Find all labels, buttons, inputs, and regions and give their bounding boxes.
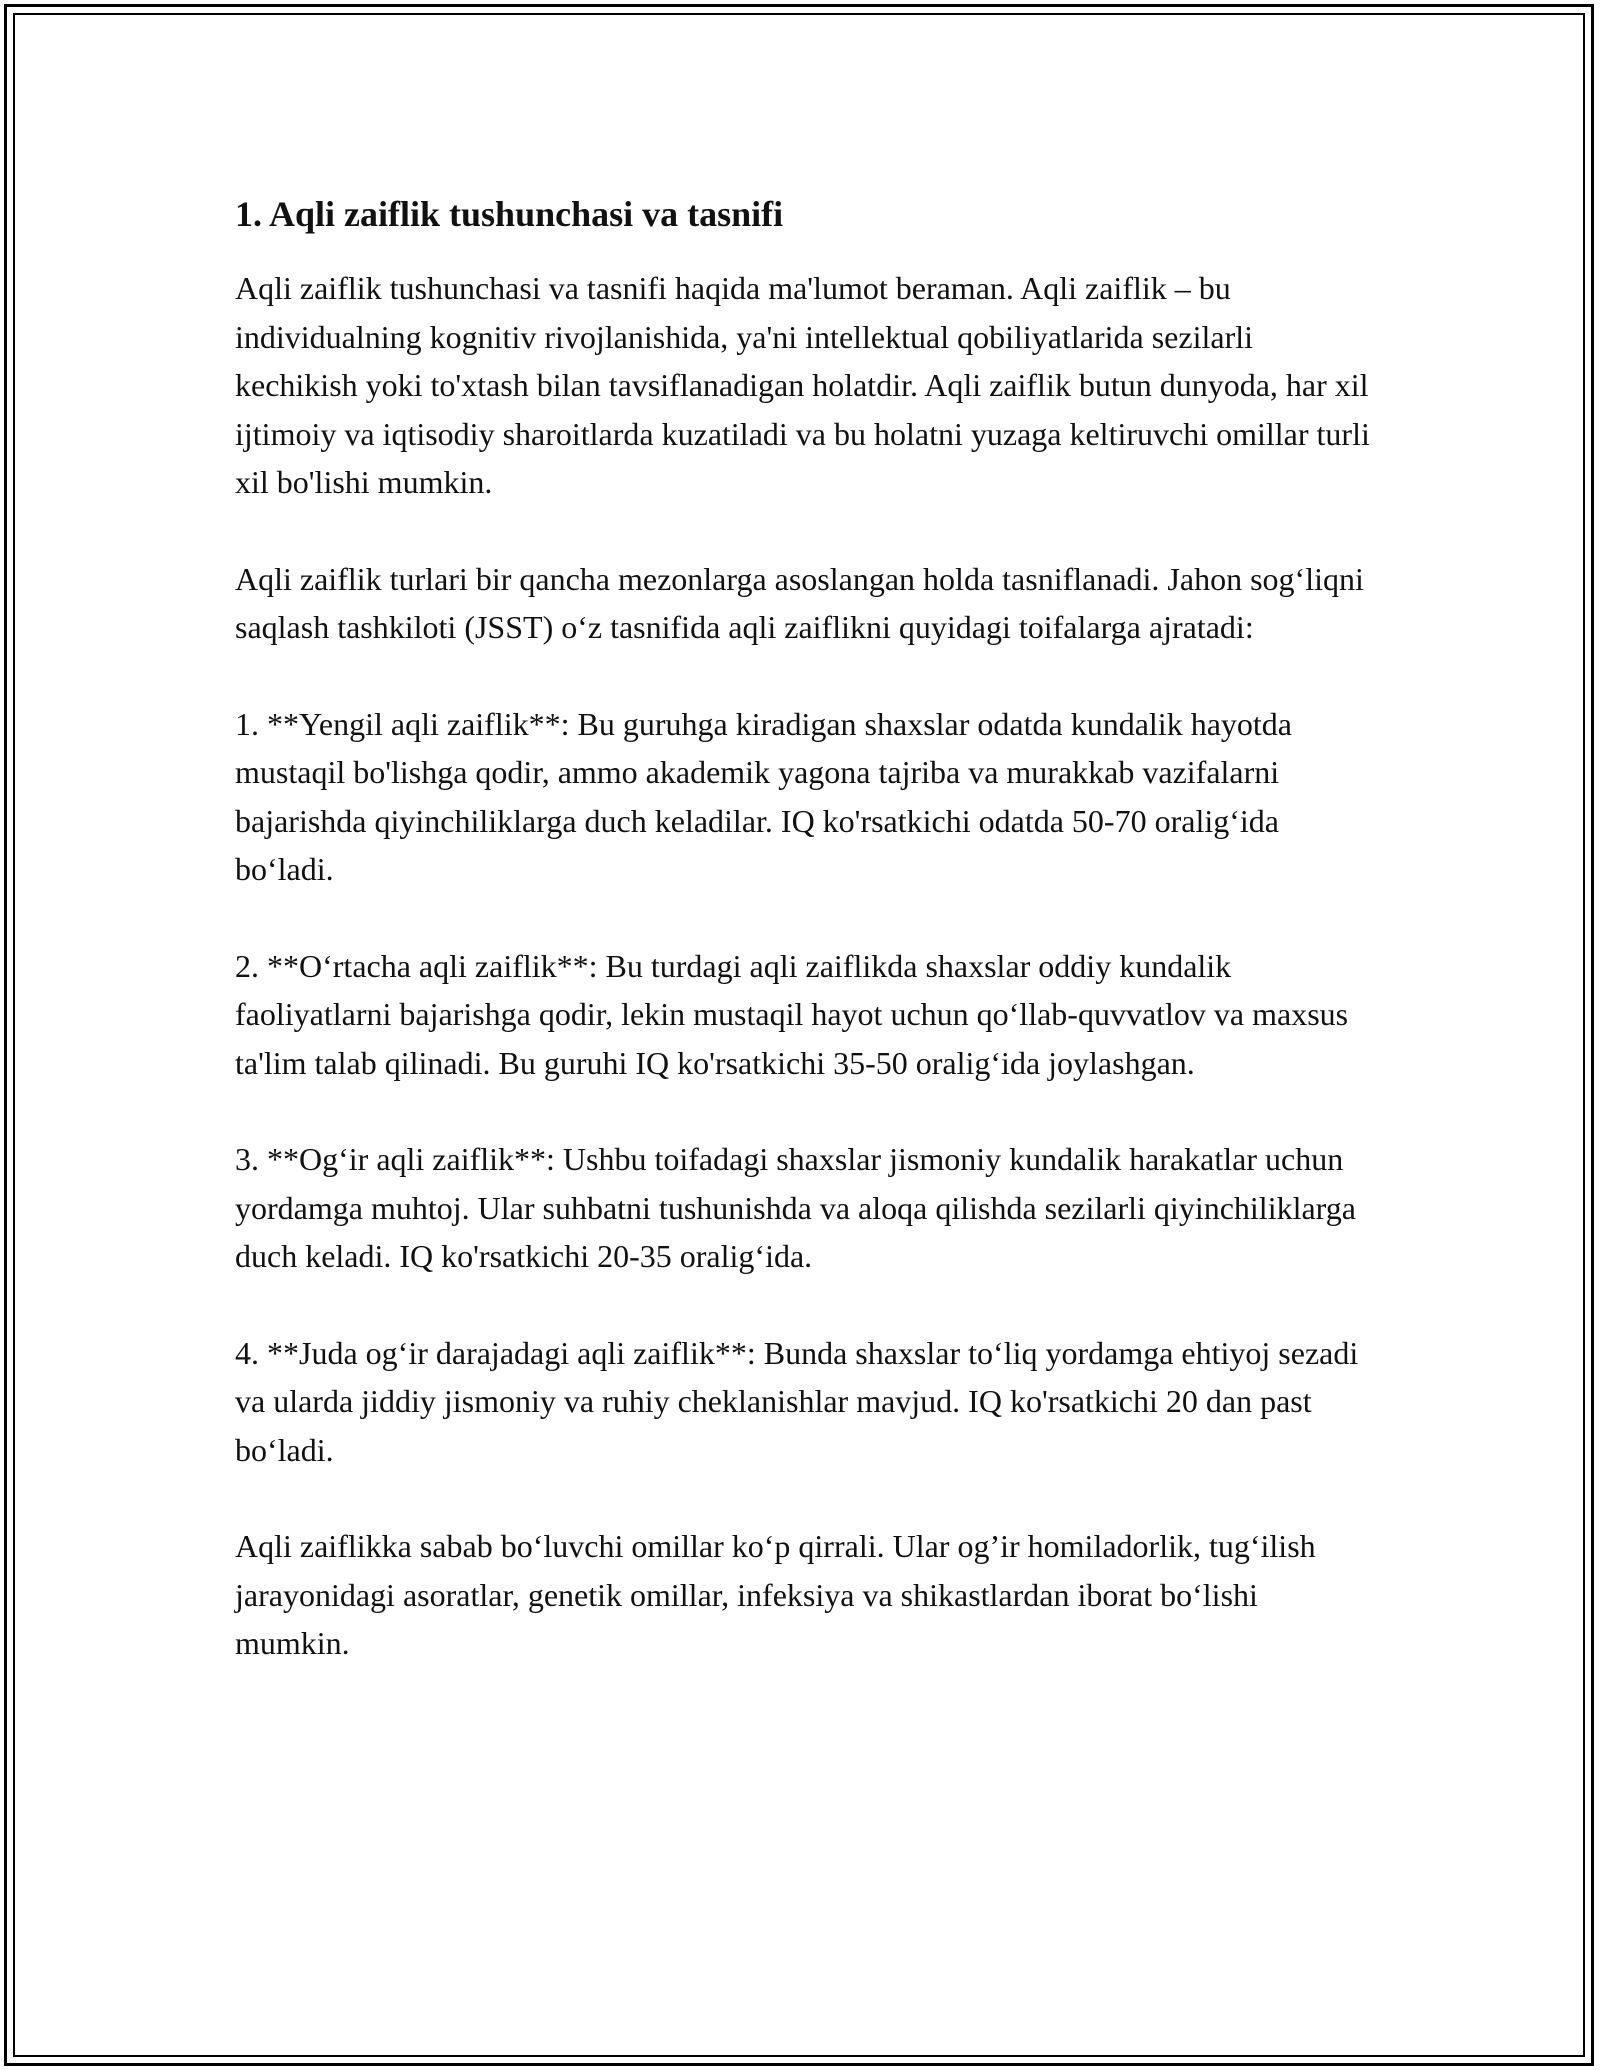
document-body <box>235 188 1375 1716</box>
section-heading: 1. Aqli zaiflik tushunchasi va tasnifi <box>235 194 784 234</box>
list-item-profound: 4. **Juda og‘ir darajadagi aqli zaiflik**: Bunda shaxslar to‘liq yordamga ehtiyoj sezadi va ularda jiddiy jismoniy va ruhiy cheklanishlar mavjud. IQ ko'rsatkichi 20 dan past bo‘ladi. <box>235 1334 1359 1468</box>
list-item-mild: 1. **Yengil aqli zaiflik**: Bu guruhga kiradigan shaxslar odatda kundalik hayotda mustaqil bo'lishga qodir, ammo akademik yagona tajriba va murakkab vazifalarni bajarishda qiyinchiliklarga duch keladilar. IQ ko'rsatkichi odatda 50-70 oralig‘ida bo‘ladi. <box>235 705 1292 887</box>
paragraph-intro: Aqli zaiflik tushunchasi va tasnifi haqida ma'lumot beraman. Aqli zaiflik – bu individualning kognitiv rivojlanishida, ya'ni intellektual qobiliyatlarida sezilarli kechikish yoki to'xtash bilan tavsiflanadigan holatdir. Aqli zaiflik butun dunyoda, har xil ijtimoiy va iqtisodiy sharoitlarda kuzatiladi va bu holatni yuzaga keltiruvchi omillar turli xil bo'lishi mumkin. <box>235 270 1370 500</box>
paragraph-classification: Aqli zaiflik turlari bir qancha mezonlarga asoslangan holda tasniflanadi. Jahon sog‘liqni saqlash tashkiloti (JSST) o‘z tasnifida aqli zaiflikni quyidagi toifalarga ajratadi: <box>235 560 1364 645</box>
list-item-severe: 3. **Og‘ir aqli zaiflik**: Ushbu toifadagi shaxslar jismoniy kundalik harakatlar uchun yordamga muhtoj. Ular suhbatni tushunishda va aloqa qilishda sezilarli qiyinchiliklarga duch keladi. IQ ko'rsatkichi 20-35 oralig‘ida. <box>235 1141 1356 1274</box>
list-item-moderate: 2. **O‘rtacha aqli zaiflik**: Bu turdagi aqli zaiflikda shaxslar oddiy kundalik faoliyatlarni bajarishga qodir, lekin mustaqil hayot uchun qo‘llab-quvvatlov va maxsus ta'lim talab qilinadi. Bu guruhi IQ ko'rsatkichi 35-50 oralig‘ida joylashgan. <box>235 947 1349 1081</box>
paragraph-causes: Aqli zaiflikka sabab bo‘luvchi omillar ko‘p qirrali. Ular og’ir homiladorlik, tug‘ilish jarayonidagi asoratlar, genetik omillar, infeksiya va shikastlardan iborat bo‘lishi mumkin. <box>235 1528 1316 1661</box>
